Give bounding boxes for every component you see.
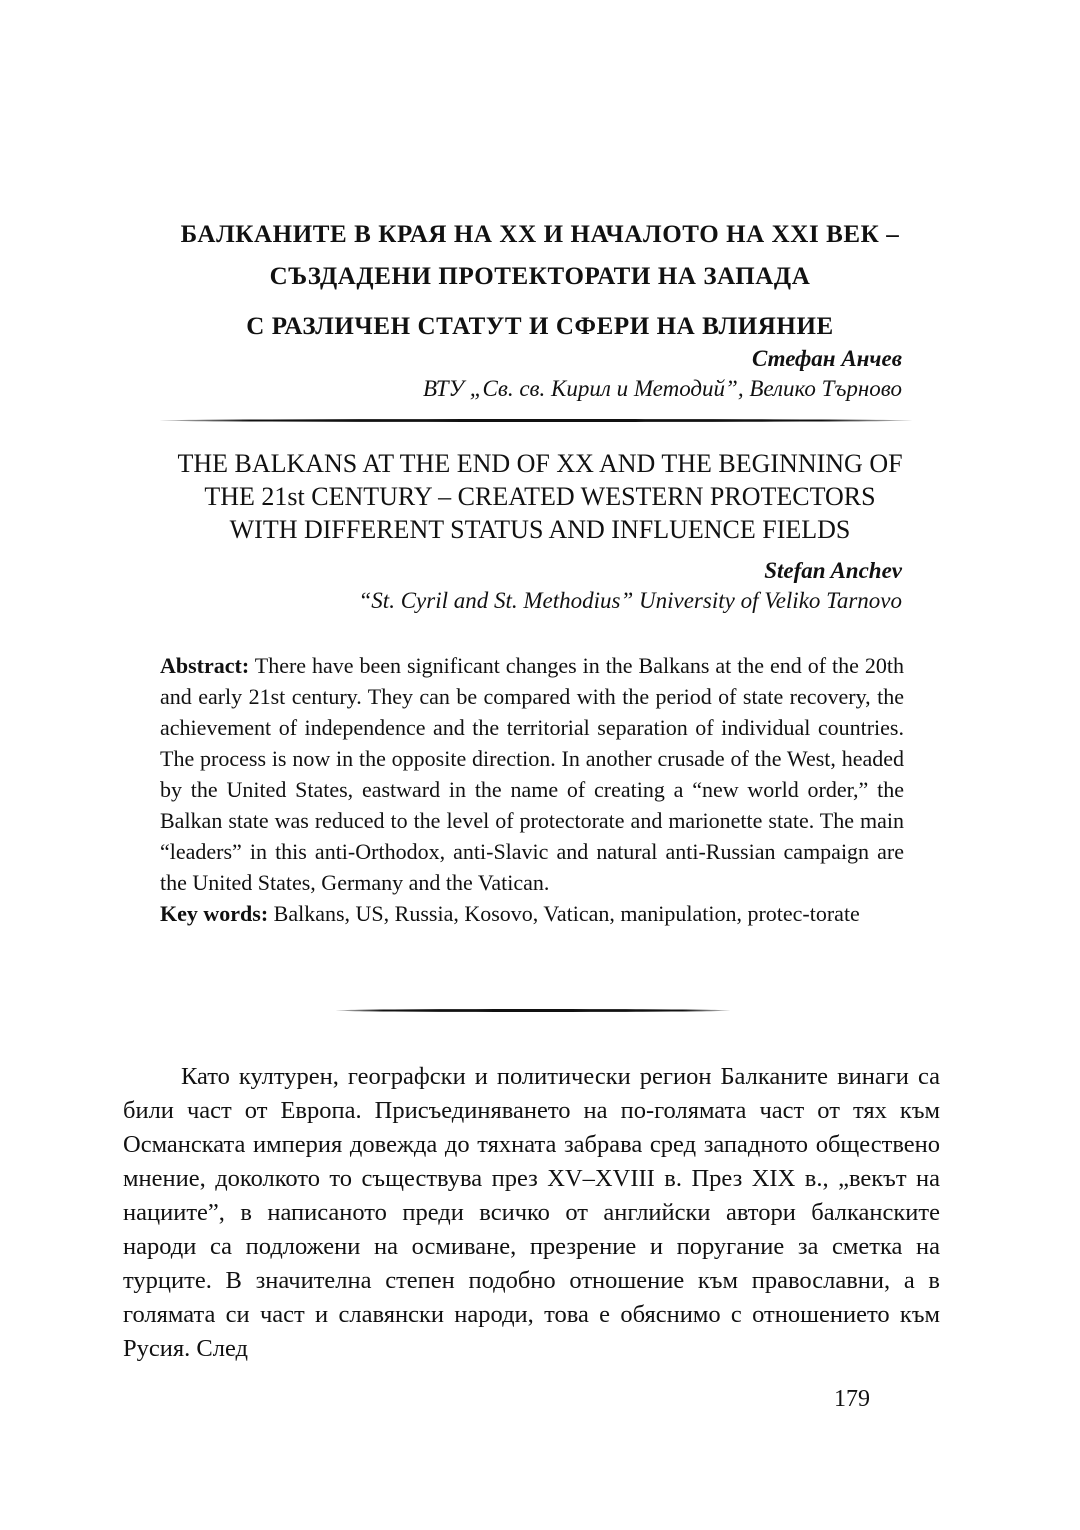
- title-bg-line-3: С РАЗЛИЧЕН СТАТУТ И СФЕРИ НА ВЛИЯНИЕ: [246, 313, 834, 340]
- author-name-en: Stefan Anchev: [764, 558, 902, 583]
- author-affiliation-en: “St. Cyril and St. Methodius” University of Veliko Tarnovo: [358, 588, 902, 613]
- page-number: 179: [834, 1386, 870, 1412]
- keywords-label: Key words:: [160, 901, 269, 926]
- title-bg-line-2: СЪЗДАДЕНИ ПРОТЕКТОРАТИ НА ЗАПАДА: [269, 263, 811, 290]
- body-paragraph: [123, 1060, 940, 1366]
- abstract: [160, 650, 904, 929]
- keywords-paragraph: [160, 898, 904, 929]
- title-bg: [100, 214, 980, 348]
- author-affiliation-bg: ВТУ „Св. св. Кирил и Методий”, Велико Търново: [422, 376, 902, 401]
- title-en-line-3: WITH DIFFERENT STATUS AND INFLUENCE FIELDS: [229, 515, 851, 544]
- author-block-en: [359, 556, 902, 616]
- body-paragraph-text: Като културен, географски и политически регион Балканите винаги са били част от Европа. Присъединяването на по-голямата част от тях към Османската империя довежда до тяхната забрава сред западното обществено мнение, доколкото то съществува през XV–XVIII в. През XIX в., „векът на нациите”, в написаното преди всичко от английски автори балканските народи са подложени на осмиване, презрение и поругание за сметка на турците. В значителна степен подобно отношение към православни, а в голямата си част и славянски народи, това е обяснимо с отношението към Русия. След: [123, 1063, 940, 1362]
- title-en-line-1: THE BALKANS AT THE END OF XX AND THE BEGINNING OF: [177, 449, 903, 478]
- keywords-text: Balkans, US, Russia, Kosovo, Vatican, manipulation, protec-torate: [268, 901, 860, 926]
- abstract-paragraph: [160, 650, 904, 898]
- author-name-bg: Стефан Анчев: [751, 346, 902, 371]
- title-en-line-2: THE 21st CENTURY – CREATED WESTERN PROTECTORS: [204, 482, 876, 511]
- title-bg-line-1: БАЛКАНИТЕ В КРАЯ НА XX И НАЧАЛОТО НА XXI ВЕК –: [180, 221, 900, 248]
- section-divider-top: [160, 419, 912, 422]
- title-en: [100, 447, 980, 546]
- section-divider-bottom: [336, 1009, 730, 1012]
- abstract-label: Abstract:: [160, 653, 250, 678]
- abstract-text: There have been significant changes in the Balkans at the end of the 20th and early 21st century. They can be compared with the period of state recovery, the achievement of independence and the territorial separation of individual countries. The process is now in the opposite direction. In another crusade of the West, headed by the United States, eastward in the name of creating a “new world order,” the Balkan state was reduced to the level of protectorate and marionette state. The main “leaders” in this anti-Orthodox, anti-Slavic and natural anti-Russian campaign are the United States, Germany and the Vatican.: [160, 653, 904, 895]
- author-block-bg: [423, 344, 902, 404]
